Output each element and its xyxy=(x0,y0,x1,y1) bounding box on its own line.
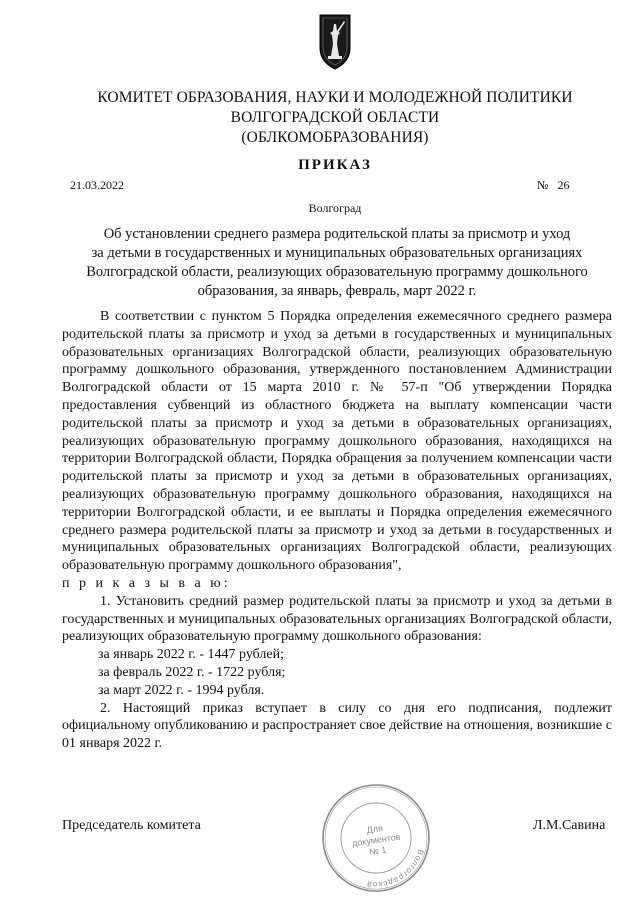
subject-line: Об установлении среднего размера родительской платы за присмотр и уход xyxy=(103,226,571,242)
order-body xyxy=(62,308,612,753)
order-date: 21.03.2022 xyxy=(70,178,124,192)
org-name-line2: ВОЛГОГРАДСКОЙ ОБЛАСТИ xyxy=(230,109,440,126)
rate-march: за март 2022 г. - 1994 рубля. xyxy=(98,682,265,698)
order-title: ПРИКАЗ xyxy=(298,157,372,173)
seal-line3: № 1 xyxy=(368,844,388,858)
order-subject xyxy=(62,225,612,301)
order-word: п р и к а з ы в а ю: xyxy=(62,575,231,591)
order-number: № 26 xyxy=(537,178,570,192)
item-1-paragraph: 1. Установить средний размер родительской платы за присмотр и уход за детьми в государственных и муниципальных образовательных организациях Волгоградской области, реализующих образовательную программу дошкольного образования: xyxy=(62,593,612,645)
seal-line2: документов xyxy=(351,831,402,849)
round-seal-stamp xyxy=(320,782,432,894)
subject-line: Волгоградской области, реализующих образовательную программу дошкольного xyxy=(86,264,588,280)
signature-name: Л.М.Савина xyxy=(533,818,606,833)
volgograd-coat-of-arms-icon xyxy=(319,14,351,70)
signature-position: Председатель комитета xyxy=(62,818,201,833)
rate-february: за февраль 2022 г. - 1722 рубля; xyxy=(98,664,286,680)
preamble-paragraph: В соответствии с пунктом 5 Порядка определения ежемесячного среднего размера родительской платы за присмотр и уход за детьми в государственных и муниципальных образовательных организациях Волгоградской области, реализующих образовательную программу дошкольного образования, утвержденного постановлением Администрации Волгоградской области от 15 марта 2010 г. № 57-п "Об утверждении Порядка предоставления субвенций из областного бюджета на выплату компенсации части родительской платы за присмотр и уход за детьми в образовательных организациях, реализующих образовательную программу дошкольного образования, находящихся на территории Волгоградской области, Порядка обращения за получением компенсации части родительской платы за присмотр и уход за детьми в образовательных организациях, реализующих образовательную программу дошкольного образования, находящихся на территории Волгоградской области, и ее выплаты и Порядка определения ежемесячного среднего размера родительской платы за присмотр и уход за детьми в государственных и муниципальных образовательных организациях Волгоградской области, реализующих образовательную программу дошкольного образования", xyxy=(62,309,612,574)
org-name-line1: КОМИТЕТ ОБРАЗОВАНИЯ, НАУКИ И МОЛОДЕЖНОЙ ПОЛИТИКИ xyxy=(97,89,573,106)
seal-rim-text: Волгоградской xyxy=(365,848,426,890)
org-name-abbr: (ОБЛКОМОБРАЗОВАНИЯ) xyxy=(241,129,429,146)
rate-january: за январь 2022 г. - 1447 рублей; xyxy=(98,647,285,663)
subject-line: за детьми в государственных и муниципальных образовательных организациях xyxy=(91,245,583,261)
item-2-paragraph: 2. Настоящий приказ вступает в силу со дня его подписания, подлежит официальному опубликованию и распространяет свое действие на отношения, возникшие с 01 января 2022 г. xyxy=(62,700,612,752)
seal-line1: Для xyxy=(366,823,384,836)
order-city: Волгоград xyxy=(308,201,362,215)
subject-line: образования, за январь, февраль, март 2022 г. xyxy=(197,283,477,299)
